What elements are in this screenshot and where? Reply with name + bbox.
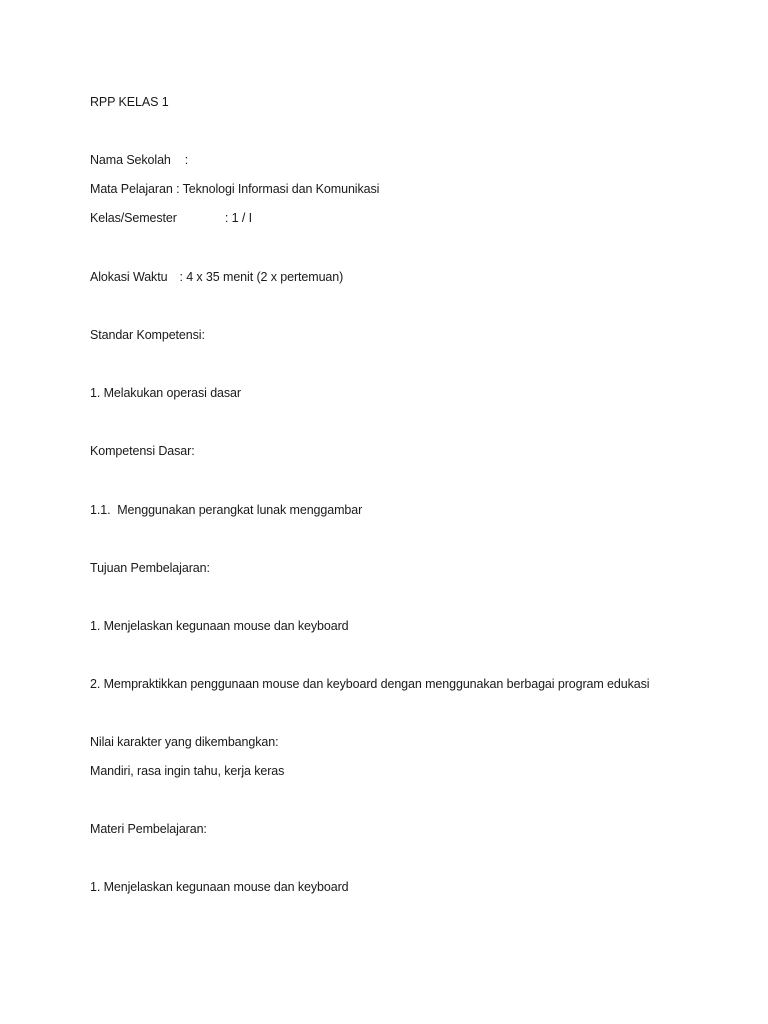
mata-pelajaran-separator: : (176, 182, 180, 196)
alokasi-waktu-value: 4 x 35 menit (2 x pertemuan) (186, 270, 344, 284)
alokasi-waktu-label: Alokasi Waktu (90, 270, 168, 284)
alokasi-waktu-row (90, 269, 343, 285)
alokasi-waktu-separator: : (179, 270, 183, 284)
kompetensi-dasar-heading: Kompetensi Dasar: (90, 444, 195, 458)
nilai-karakter-value: Mandiri, rasa ingin tahu, kerja keras (90, 764, 285, 778)
nama-sekolah-label: Nama Sekolah (90, 153, 171, 167)
materi-pembelajaran-item: 1. Menjelaskan kegunaan mouse dan keyboard (90, 880, 349, 894)
nama-sekolah-separator: : (184, 153, 189, 167)
kelas-semester-value: 1 / I (231, 211, 252, 225)
standar-kompetensi-item: 1. Melakukan operasi dasar (90, 386, 241, 400)
nama-sekolah-row (90, 152, 192, 168)
mata-pelajaran-value: Teknologi Informasi dan Komunikasi (182, 182, 380, 196)
kelas-semester-separator: : (224, 211, 229, 225)
mata-pelajaran-row (90, 181, 379, 197)
materi-pembelajaran-heading: Materi Pembelajaran: (90, 822, 207, 836)
tujuan-pembelajaran-item-1: 1. Menjelaskan kegunaan mouse dan keyboard (90, 619, 349, 633)
mata-pelajaran-label: Mata Pelajaran (90, 182, 173, 196)
kelas-semester-row (90, 210, 252, 226)
document-title: RPP KELAS 1 (90, 95, 169, 109)
kompetensi-dasar-item: 1.1. Menggunakan perangkat lunak menggambar (90, 503, 363, 517)
kelas-semester-label: Kelas/Semester (90, 211, 177, 225)
nilai-karakter-heading: Nilai karakter yang dikembangkan: (90, 735, 279, 749)
standar-kompetensi-heading: Standar Kompetensi: (90, 328, 205, 342)
tujuan-pembelajaran-item-2: 2. Mempraktikkan penggunaan mouse dan keyboard dengan menggunakan berbagai program edukasi (90, 677, 650, 691)
tujuan-pembelajaran-heading: Tujuan Pembelajaran: (90, 561, 210, 575)
